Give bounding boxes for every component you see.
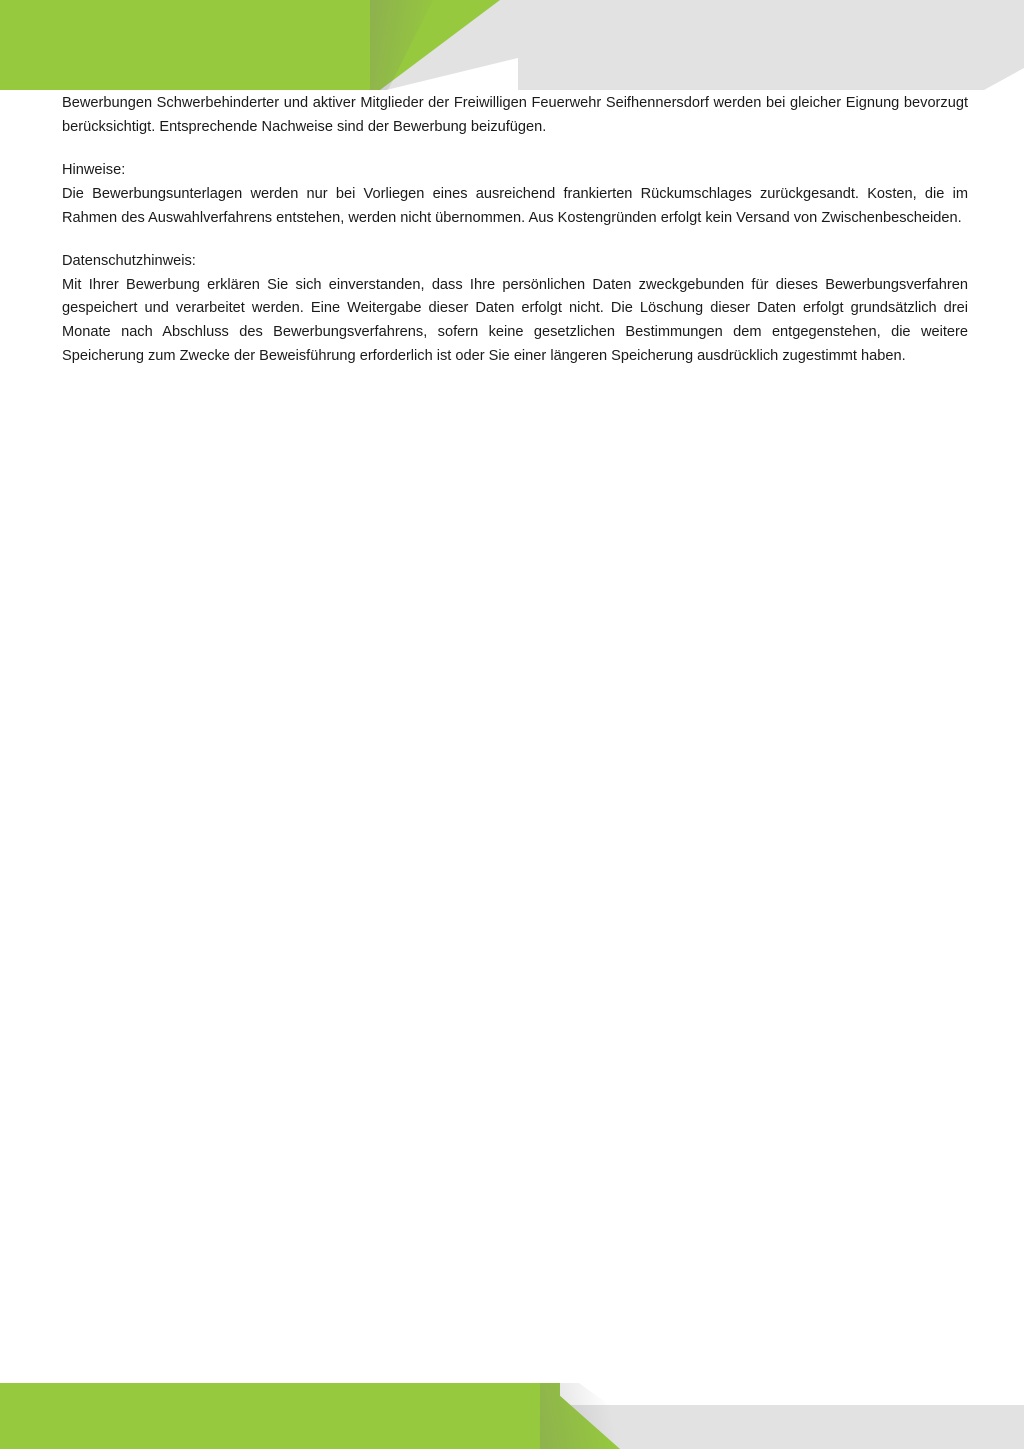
- heading-datenschutzhinweis: Datenschutzhinweis:: [62, 253, 196, 270]
- paragraph-hinweise: Die Bewerbungsunterlagen werden nur bei Vorliegen eines ausreichend frankierten Rückumschlages zurückgesandt. Kosten, die im Rahmen des Auswahlverfahrens entstehen, werden nicht übernommen. Aus Kostengründen erfolgt kein Versand von Zwischenbescheiden.: [62, 185, 968, 226]
- heading-hinweise: Hinweise:: [62, 162, 126, 179]
- spacer: [62, 139, 968, 159]
- header-decoration-band: [0, 0, 1024, 90]
- paragraph-intro: Bewerbungen Schwerbehinderter und aktiver Mitglieder der Freiwilligen Feuerwehr Seifhennersdorf werden bei gleicher Eignung bevorzugt berücksichtigt. Entsprechende Nachweise sind der Bewerbung beizufügen.: [62, 95, 968, 135]
- footer-green-shape: [0, 1383, 620, 1449]
- spacer: [62, 230, 968, 250]
- document-body: [62, 92, 968, 368]
- footer-decoration-band: [0, 1361, 1024, 1449]
- paragraph-datenschutz: Mit Ihrer Bewerbung erklären Sie sich einverstanden, dass Ihre persönlichen Daten zweckgebunden für dieses Bewerbungsverfahren gespeichert und verarbeitet werden. Eine Weitergabe dieser Daten erfolgt nicht. Die Löschung dieser Daten erfolgt grundsätzlich drei Monate nach Abschluss des Bewerbungsverfahrens, sofern keine gesetzlichen Bestimmungen dem entgegenstehen, die weitere Speicherung zum Zwecke der Beweisführung erforderlich ist oder Sie einer längeren Speicherung ausdrücklich zugestimmt haben.: [62, 276, 968, 364]
